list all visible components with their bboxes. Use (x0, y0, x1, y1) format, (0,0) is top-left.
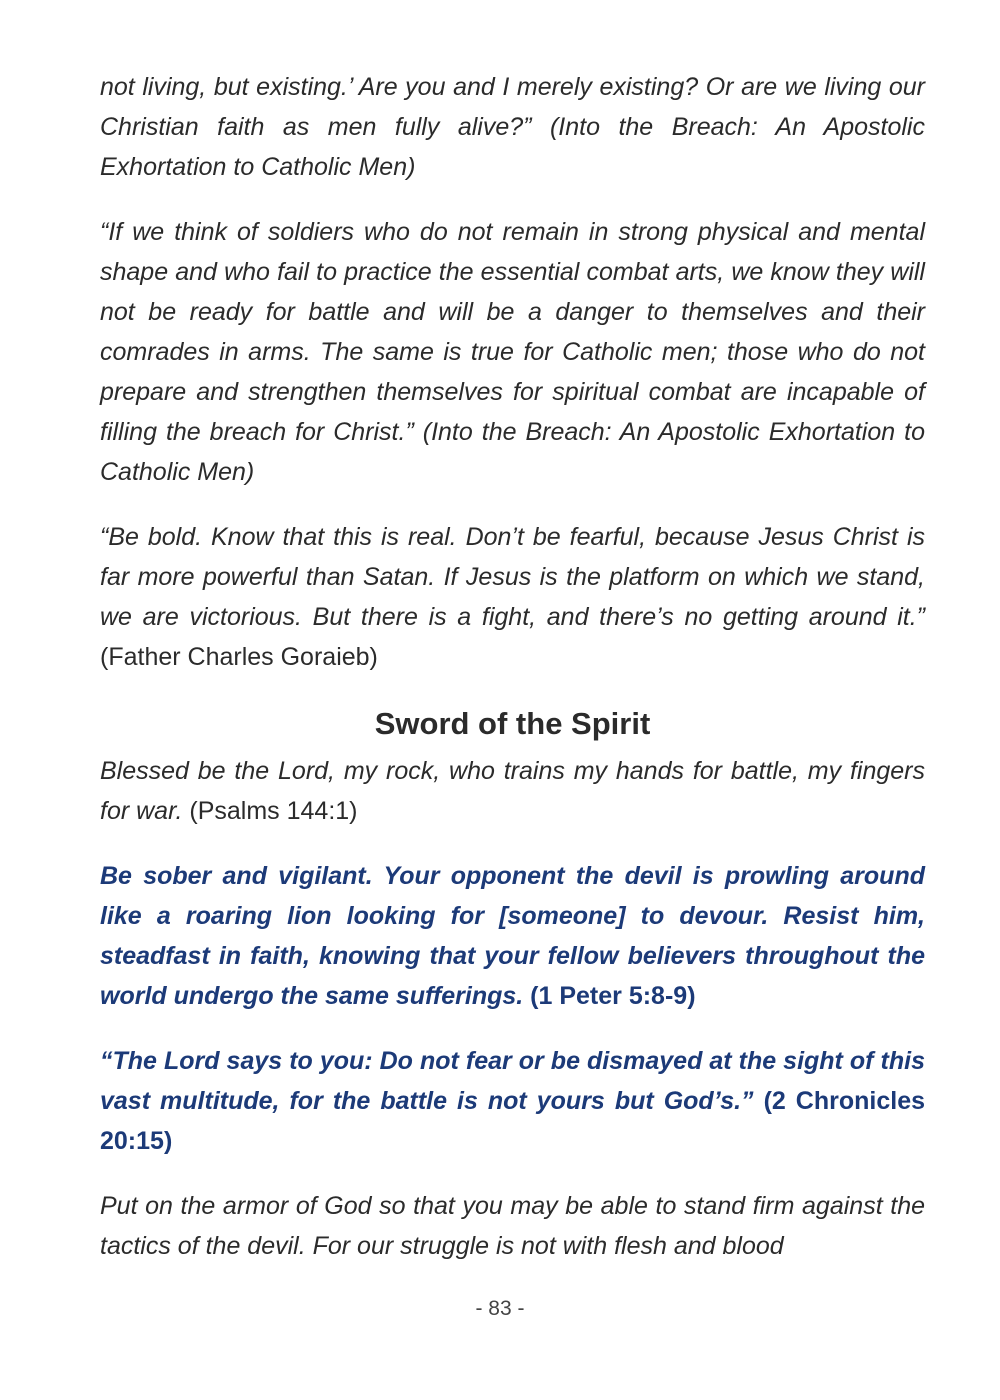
verse-1-peter (100, 856, 925, 1016)
verse-reference: (1 Peter 5:8-9) (530, 982, 696, 1010)
paragraph-soldiers-quote (100, 212, 925, 492)
page-number: - 83 - (475, 1297, 525, 1320)
paragraph-be-bold-quote (100, 517, 925, 677)
paragraph-text: “If we think of soldiers who do not remain in strong physical and mental shape and who fail to practice the essential combat arts, we know they will not be ready for battle and will be a danger to themselves and their comrades in arms. The same is true for Catholic men; those who do not prepare and strengthen themselves for spiritual combat are incapable of filling the breach for Christ.” (Into the Breach: An Apostolic Exhortation to Catholic Men) (100, 218, 925, 486)
page-content (100, 67, 925, 1291)
verse-reference: (2 Chronicles 20:15) (100, 1087, 925, 1155)
paragraph-continuation (100, 67, 925, 187)
quote-text: “Be bold. Know that this is real. Don’t be fearful, because Jesus Christ is far more powerful than Satan. If Jesus is the platform on which we stand, we are victorious. But there is a fight, and there’s no getting around it.” (100, 523, 925, 631)
verse-text: Blessed be the Lord, my rock, who trains my hands for battle, my fingers for war. (100, 757, 925, 825)
quote-attribution: (Father Charles Goraieb) (100, 643, 378, 671)
verse-armor-of-god (100, 1186, 925, 1266)
paragraph-text: not living, but existing.’ Are you and I merely existing? Or are we living our Christian faith as men fully alive?” (Into the Breach: An Apostolic Exhortation to Catholic Men) (100, 73, 925, 181)
verse-text: “The Lord says to you: Do not fear or be dismayed at the sight of this vast multitude, for the battle is not yours but God’s.” (100, 1047, 925, 1115)
verse-text: Be sober and vigilant. Your opponent the devil is prowling around like a roaring lion looking for [someone] to devour. Resist him, steadfast in faith, knowing that your fellow believers throughout the world undergo the same sufferings. (100, 862, 925, 1010)
verse-text: Put on the armor of God so that you may be able to stand firm against the tactics of the devil. For our struggle is not with flesh and blood (100, 1192, 925, 1260)
verse-reference: (Psalms 144:1) (189, 797, 358, 825)
verse-psalms (100, 751, 925, 831)
section-heading: Sword of the Spirit (374, 706, 651, 741)
verse-2-chronicles (100, 1041, 925, 1161)
